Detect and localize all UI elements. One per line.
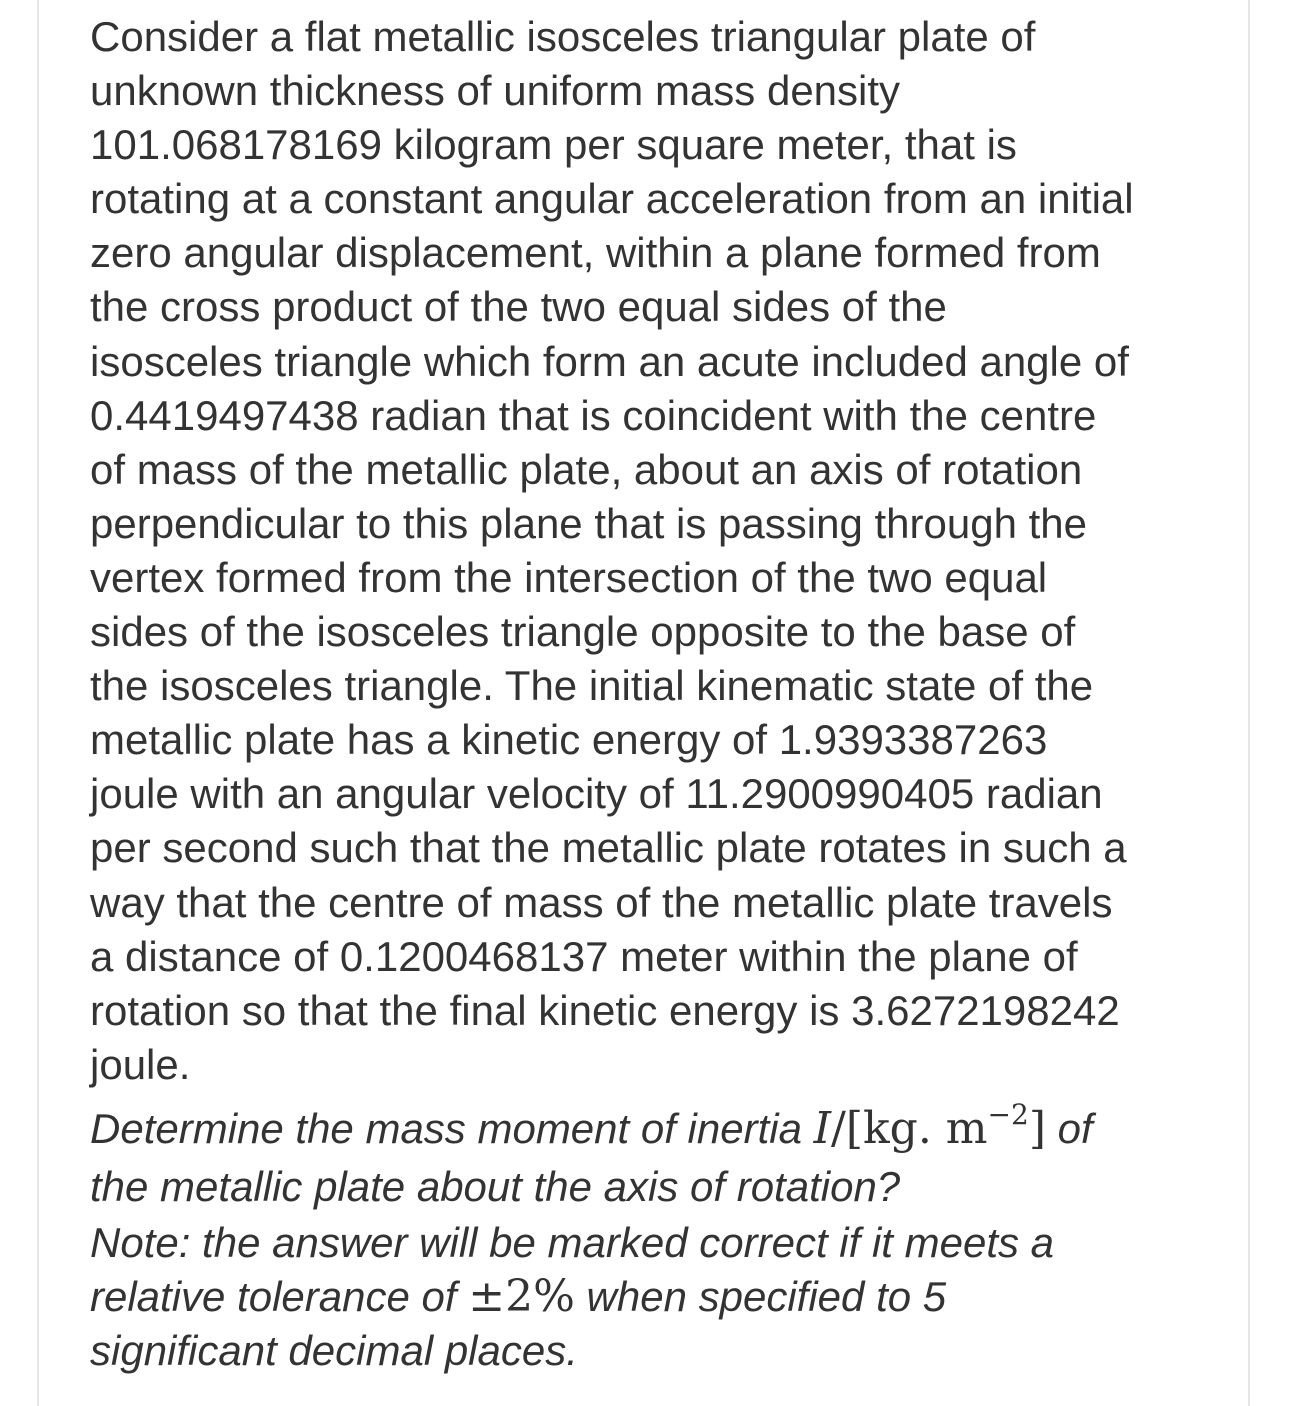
unit-open: /[kg. m <box>831 1102 988 1154</box>
inertia-symbol: I <box>813 1102 832 1154</box>
question-prefix: Determine the mass moment of inertia <box>90 1104 814 1152</box>
question-text <box>90 1100 1190 1216</box>
question-content <box>90 10 1190 1379</box>
question-suffix: of <box>1045 1104 1093 1152</box>
note-line-1: Note: the answer will be marked correct if it meets a <box>90 1218 1055 1266</box>
question-line-2: the metallic plate about the axis of rotation? <box>90 1162 901 1210</box>
unit-exponent: −2 <box>987 1098 1029 1132</box>
question-card <box>37 0 1250 1406</box>
note-line-3: significant decimal places. <box>90 1327 578 1375</box>
unit-close: ] <box>1028 1102 1046 1154</box>
tolerance-note <box>90 1216 1190 1379</box>
problem-statement: Consider a flat metallic isosceles triangular plate of unknown thickness of uniform mass density 101.068178169 kilogram per square meter, that is rotating at a constant angular acceleration from an initial zero angular displacement, within a plane formed from the cross product of the two equal sides of the isosceles triangle which form an acute included angle of 0.4419497438 radian that is coincident with the centre of mass of the metallic plate, about an axis of rotation perpendicular to this plane that is passing through the vertex formed from the intersection of the two equal sides of the isosceles triangle opposite to the base of the isosceles triangle. The initial kinematic state of the metallic plate has a kinetic energy of 1.9393387263 joule with an angular velocity of 11.2900990405 radian per second such that the metallic plate rotates in such a way that the centre of mass of the metallic plate travels a distance of 0.1200468137 meter within the plane of rotation so that the final kinetic energy is 3.6272198242 joule. <box>90 13 1134 1088</box>
note-line-2-prefix: relative tolerance of <box>90 1273 469 1321</box>
note-line-2-suffix: when specified to 5 <box>574 1273 947 1321</box>
tolerance-value: ±2% <box>468 1271 575 1323</box>
inertia-unit-expression <box>813 1098 1046 1154</box>
